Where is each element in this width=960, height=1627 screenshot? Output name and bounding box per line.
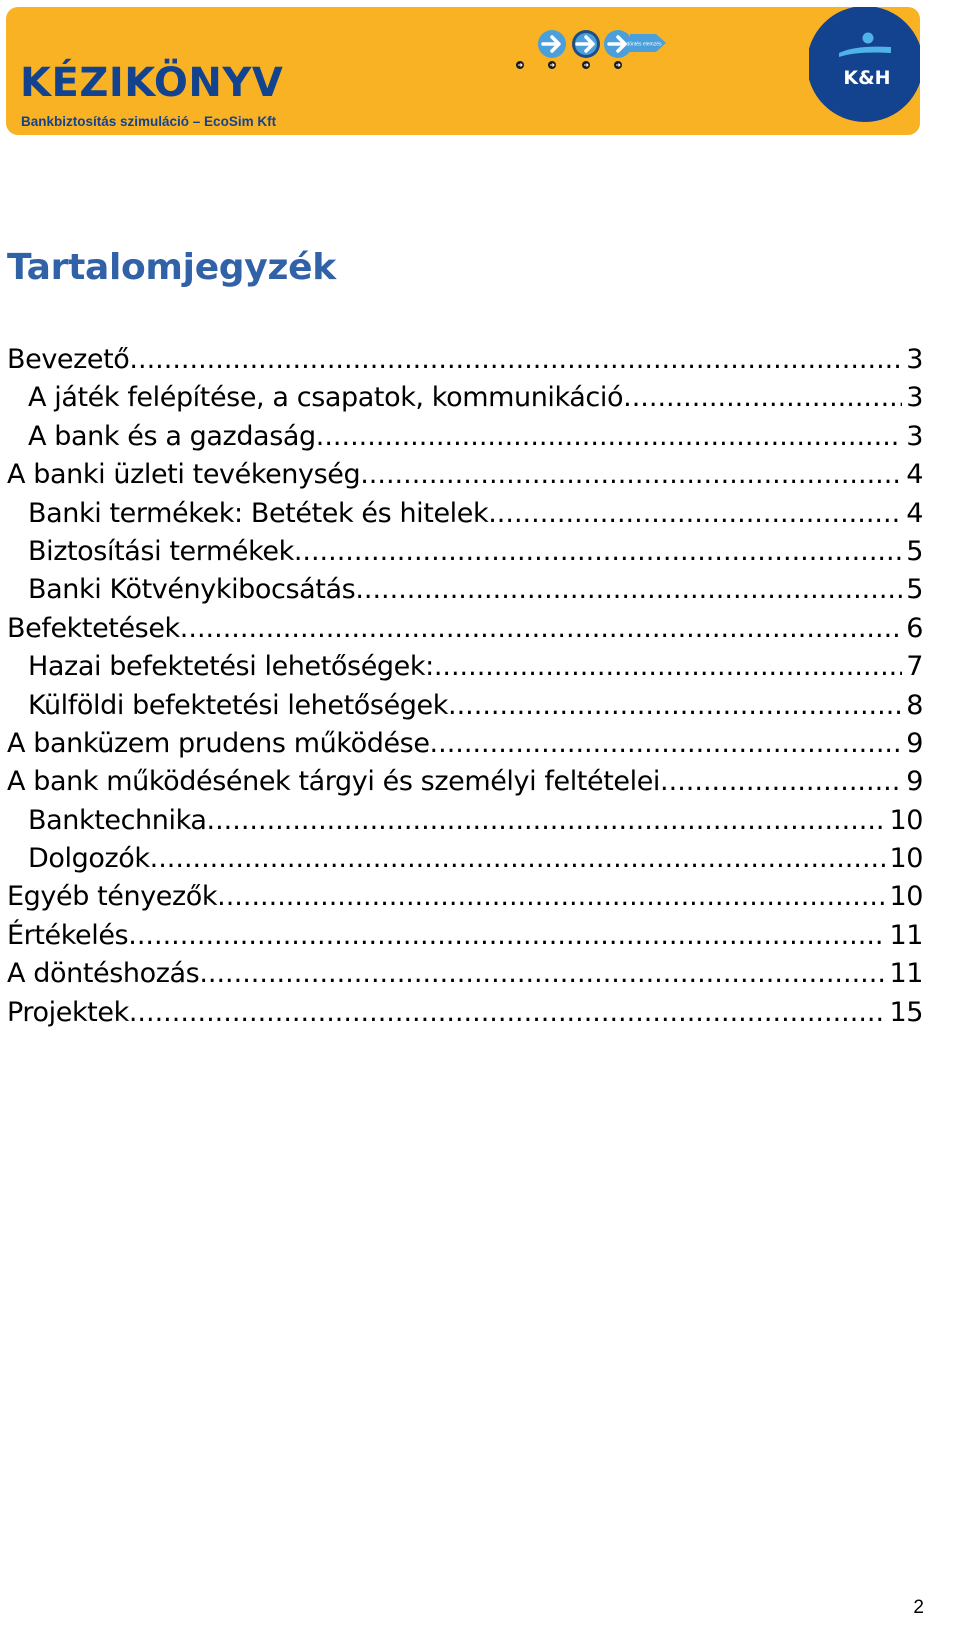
toc-entry[interactable] [7, 687, 923, 725]
toc-entry-label: Biztosítási termékek [28, 535, 294, 567]
toc-entry-page: 3 [906, 344, 923, 375]
toc-dot-leader [316, 418, 902, 456]
toc-dot-leader [448, 687, 902, 725]
toc-entry-label: A banküzem prudens működése [7, 727, 430, 759]
toc-dot-leader [199, 955, 885, 993]
toc-entry[interactable] [7, 994, 923, 1032]
toc-entry-page: 6 [906, 612, 923, 644]
toc-entry-label: Külföldi befektetési lehetőségek [28, 689, 448, 721]
toc-entry-page: 4 [906, 497, 923, 529]
toc-entry-label: Értékelés [7, 919, 129, 951]
arrow-circle-dark-icon [572, 30, 600, 69]
toc-dot-leader [355, 571, 902, 609]
arrow-badge-text: döntés elemzés [626, 41, 662, 48]
page-number: 2 [913, 1597, 924, 1618]
toc-entry-page: 15 [889, 996, 923, 1028]
toc-entry[interactable] [7, 533, 923, 571]
toc-entry-page: 9 [906, 766, 923, 798]
toc-entry-page: 5 [906, 535, 923, 567]
toc-entry[interactable] [7, 341, 923, 379]
toc-entry-page: 4 [906, 459, 923, 491]
toc-entry-label: A játék felépítése, a csapatok, kommunikáció [28, 382, 624, 414]
toc-entry-page: 3 [906, 382, 923, 414]
toc-entry-label: Bevezető [7, 344, 130, 375]
toc-entry-page: 8 [906, 689, 923, 721]
toc-entry[interactable] [7, 379, 923, 417]
decision-analysis-arrow-icon [626, 34, 666, 52]
toc-entry[interactable] [7, 725, 923, 763]
toc-dot-leader [488, 495, 902, 533]
toc-dot-leader [217, 878, 885, 916]
toc-dot-leader [660, 763, 902, 801]
toc-entry-label: Banki termékek: Betétek és hitelek [28, 497, 489, 529]
toc-entry[interactable] [7, 648, 923, 686]
toc-entry[interactable] [7, 495, 923, 533]
toc-dot-leader [128, 917, 885, 955]
toc-dot-leader [150, 840, 886, 878]
toc-entry-page: 11 [889, 958, 923, 990]
toc-entry-label: Dolgozók [28, 843, 150, 875]
toc-entry[interactable] [7, 917, 923, 955]
document-title: KÉZIKÖNYV [20, 60, 284, 106]
toc-entry-label: Projektek [7, 996, 129, 1028]
toc-entry-page: 5 [906, 574, 923, 606]
document-subtitle: Bankbiztosítás szimuláció – EcoSim Kft [21, 114, 277, 129]
toc-dot-leader [129, 994, 886, 1032]
toc-entry-page: 10 [889, 804, 923, 836]
toc-entry-page: 11 [889, 919, 923, 951]
toc-entry[interactable] [7, 763, 923, 801]
toc-heading: Tartalomjegyzék [7, 247, 336, 288]
toc-entry-label: A döntéshozás [7, 958, 200, 990]
toc-entry-label: Banki Kötvénykibocsátás [28, 574, 356, 606]
toc-entry-page: 9 [906, 727, 923, 759]
toc-entry-label: Egyéb tényezők [7, 881, 218, 913]
toc-entry[interactable] [7, 955, 923, 993]
toc-dot-leader [129, 341, 902, 379]
toc-entry-label: A bank működésének tárgyi és személyi feltételei [7, 766, 661, 798]
toc-entry[interactable] [7, 571, 923, 609]
toc-entry-page: 3 [906, 420, 923, 452]
toc-entry-label: Befektetések [7, 612, 180, 644]
toc-dot-leader [360, 456, 902, 494]
toc-entry[interactable] [7, 610, 923, 648]
kh-bank-logo [809, 7, 920, 129]
logo-text: K&H [843, 67, 891, 89]
toc-dot-leader [180, 610, 902, 648]
arrow-circle-icon-2 [604, 30, 632, 69]
toc-entry-label: A banki üzleti tevékenység [7, 459, 361, 491]
small-arrow-icon [516, 61, 524, 69]
toc-dot-leader [430, 725, 903, 763]
toc-dot-leader [207, 802, 886, 840]
toc-dot-leader [294, 533, 902, 571]
arrows-decoration-icon [502, 25, 672, 75]
toc-entry[interactable] [7, 418, 923, 456]
table-of-contents [7, 341, 923, 1032]
toc-entry-label: Banktechnika [28, 804, 207, 836]
toc-entry-page: 10 [889, 843, 923, 875]
toc-entry-label: Hazai befektetési lehetőségek: [28, 651, 434, 683]
toc-entry[interactable] [7, 878, 923, 916]
toc-dot-leader [623, 379, 902, 417]
toc-entry[interactable] [7, 802, 923, 840]
toc-dot-leader [434, 648, 902, 686]
toc-entry[interactable] [7, 456, 923, 494]
toc-entry-page: 7 [906, 651, 923, 683]
toc-entry-page: 10 [889, 881, 923, 913]
arrow-circle-icon [538, 30, 566, 69]
header-banner [6, 7, 920, 135]
toc-entry-label: A bank és a gazdaság [28, 420, 316, 452]
toc-entry[interactable] [7, 840, 923, 878]
